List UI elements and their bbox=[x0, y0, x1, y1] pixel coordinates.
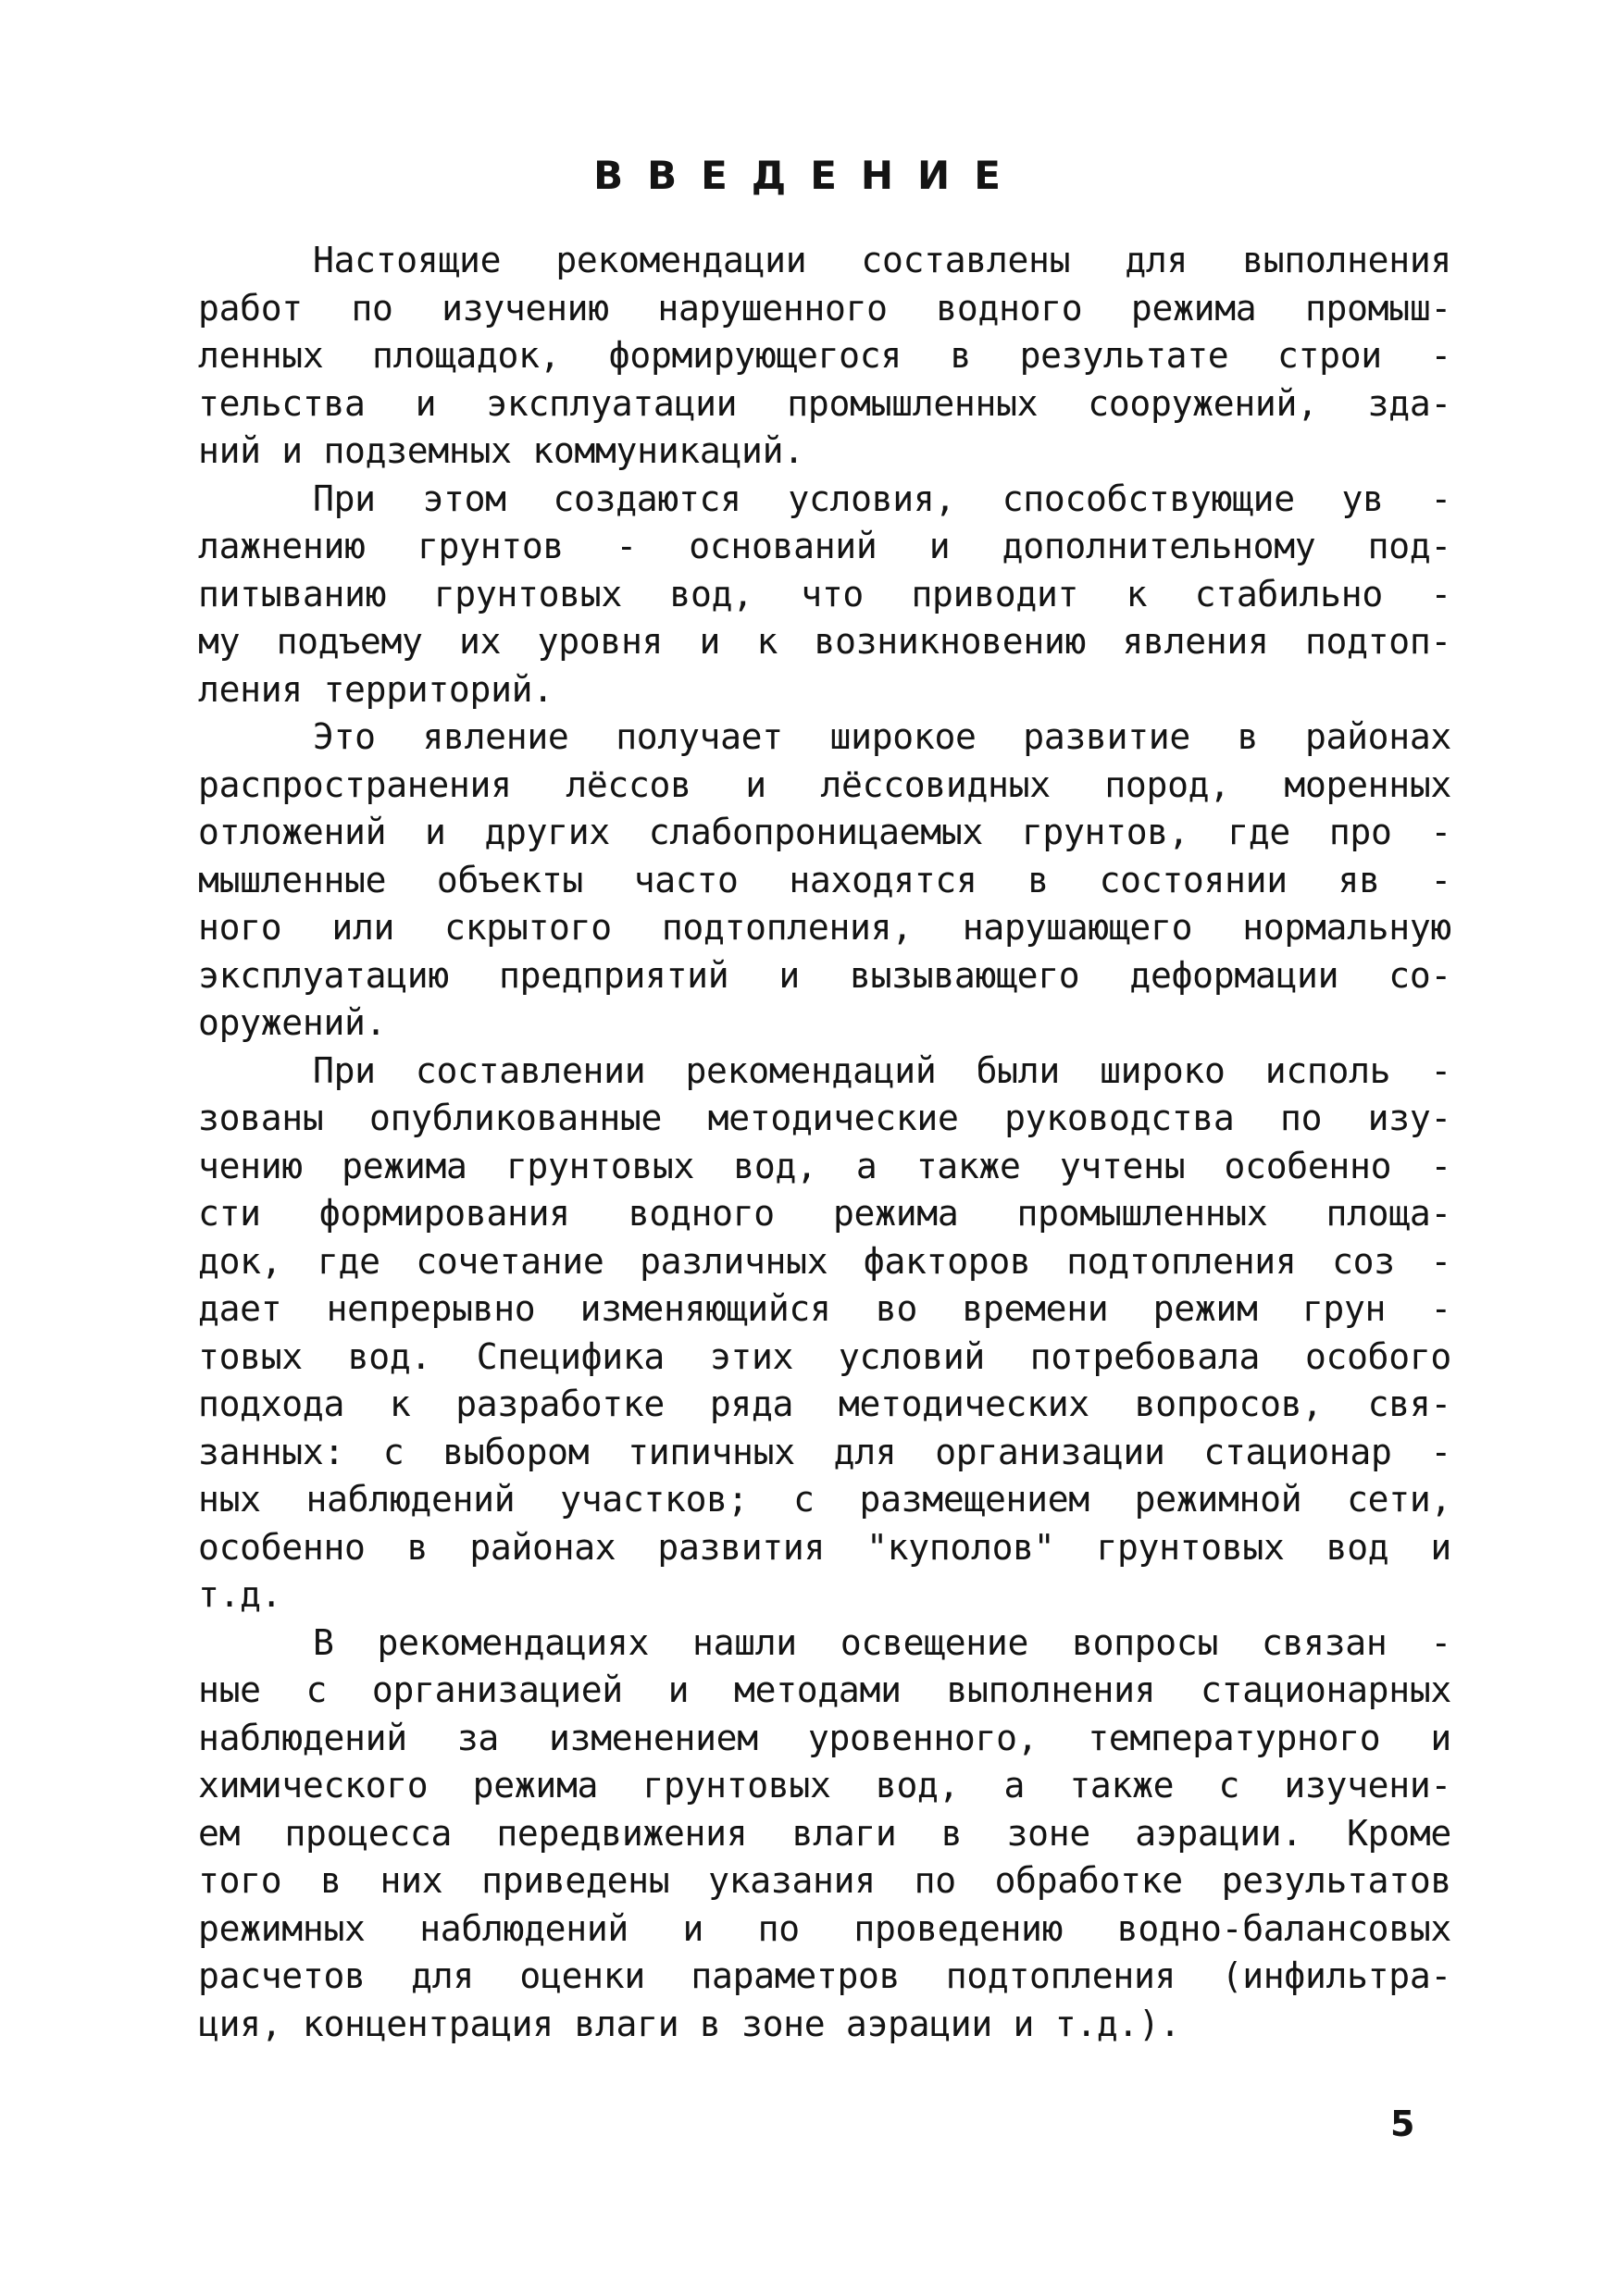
paragraph-4-line-1: При составлении рекомендаций были широко исполь - bbox=[313, 1049, 1451, 1091]
paragraph-4-line-4: сти формирования водного режима промышленных площа- bbox=[198, 1193, 1451, 1234]
paragraph-2-line-3: питыванию грунтовых вод, что приводит к стабильно - bbox=[198, 573, 1451, 614]
paragraph-5-line-8: расчетов для оценки параметров подтопления (инфильтра- bbox=[198, 1955, 1451, 1996]
paragraph-4-line-12: т.д. bbox=[198, 1574, 282, 1615]
paragraph-5-line-6: того в них приведены указания по обработке результатов bbox=[198, 1860, 1451, 1901]
paragraph-3-line-2: распространения лёссов и лёссовидных пород, моренных bbox=[198, 763, 1451, 805]
paragraph-5-line-9: ция, концентрация влаги в зоне аэрации и т.д.). bbox=[198, 2003, 1181, 2044]
paragraph-1-line-5: ний и подземных коммуникаций. bbox=[198, 430, 804, 471]
paragraph-4-line-10: ных наблюдений участков; с размещением режимной сети, bbox=[198, 1479, 1451, 1520]
paragraph-3-line-1: Это явление получает широкое развитие в районах bbox=[313, 716, 1451, 757]
paragraph-2-line-4: му подъему их уровня и к возникновению явления подтоп- bbox=[198, 621, 1451, 662]
paragraph-5-line-4: химического режима грунтовых вод, а также с изучени- bbox=[198, 1765, 1451, 1806]
paragraph-3-line-5: ного или скрытого подтопления, нарушающего нормальную bbox=[198, 907, 1451, 948]
paragraph-4-line-3: чению режима грунтовых вод, а также учтены особенно - bbox=[198, 1145, 1451, 1186]
paragraph-3-line-7: оружений. bbox=[198, 1002, 387, 1043]
paragraph-4-line-6: дает непрерывно изменяющийся во времени режим грун - bbox=[198, 1288, 1451, 1329]
paragraph-5-line-5: ем процесса передвижения влаги в зоне аэрации. Кроме bbox=[198, 1812, 1451, 1854]
paragraph-3-line-6: эксплуатацию предприятий и вызывающего деформации со- bbox=[198, 954, 1451, 996]
paragraph-4-line-5: док, где сочетание различных факторов подтопления соз - bbox=[198, 1240, 1451, 1282]
paragraph-1-line-4: тельства и эксплуатации промышленных сооружений, зда- bbox=[198, 382, 1451, 424]
paragraph-1-line-2: работ по изучению нарушенного водного режима промыш- bbox=[198, 287, 1451, 329]
paragraph-4-line-7: товых вод. Специфика этих условий потребовала особого bbox=[198, 1335, 1451, 1377]
paragraph-1-line-3: ленных площадок, формирующегося в результате строи - bbox=[198, 335, 1451, 376]
paragraph-4-line-11: особенно в районах развития "куполов" грунтовых вод и bbox=[198, 1526, 1451, 1568]
page-title: ВВЕДЕНИЕ bbox=[593, 153, 1025, 198]
page-number: 5 bbox=[1390, 2104, 1415, 2144]
paragraph-4-line-9: занных: с выбором типичных для организации стационар - bbox=[198, 1431, 1451, 1472]
paragraph-5-line-7: режимных наблюдений и по проведению водно-балансовых bbox=[198, 1907, 1451, 1949]
paragraph-3-line-4: мышленные объекты часто находятся в состоянии яв - bbox=[198, 859, 1451, 900]
paragraph-1-line-1: Настоящие рекомендации составлены для выполнения bbox=[313, 240, 1451, 280]
paragraph-5-line-3: наблюдений за изменением уровенного, температурного и bbox=[198, 1717, 1451, 1758]
paragraph-4-line-2: зованы опубликованные методические руководства по изу- bbox=[198, 1098, 1451, 1138]
paragraph-5-line-2: ные с организацией и методами выполнения стационарных bbox=[198, 1669, 1451, 1710]
paragraph-5-line-1: В рекомендациях нашли освещение вопросы связан - bbox=[313, 1621, 1451, 1663]
paragraph-3-line-3: отложений и других слабопроницаемых грунтов, где про - bbox=[198, 812, 1451, 852]
body-text bbox=[198, 237, 1451, 2048]
paragraph-2-line-1: При этом создаются условия, способствующие ув - bbox=[313, 478, 1451, 519]
paragraph-4-line-8: подхода к разработке ряда методических вопросов, свя- bbox=[198, 1384, 1451, 1424]
paragraph-2-line-2: лажнению грунтов - оснований и дополнительному под- bbox=[198, 526, 1451, 566]
paragraph-2-line-5: ления территорий. bbox=[198, 668, 554, 710]
